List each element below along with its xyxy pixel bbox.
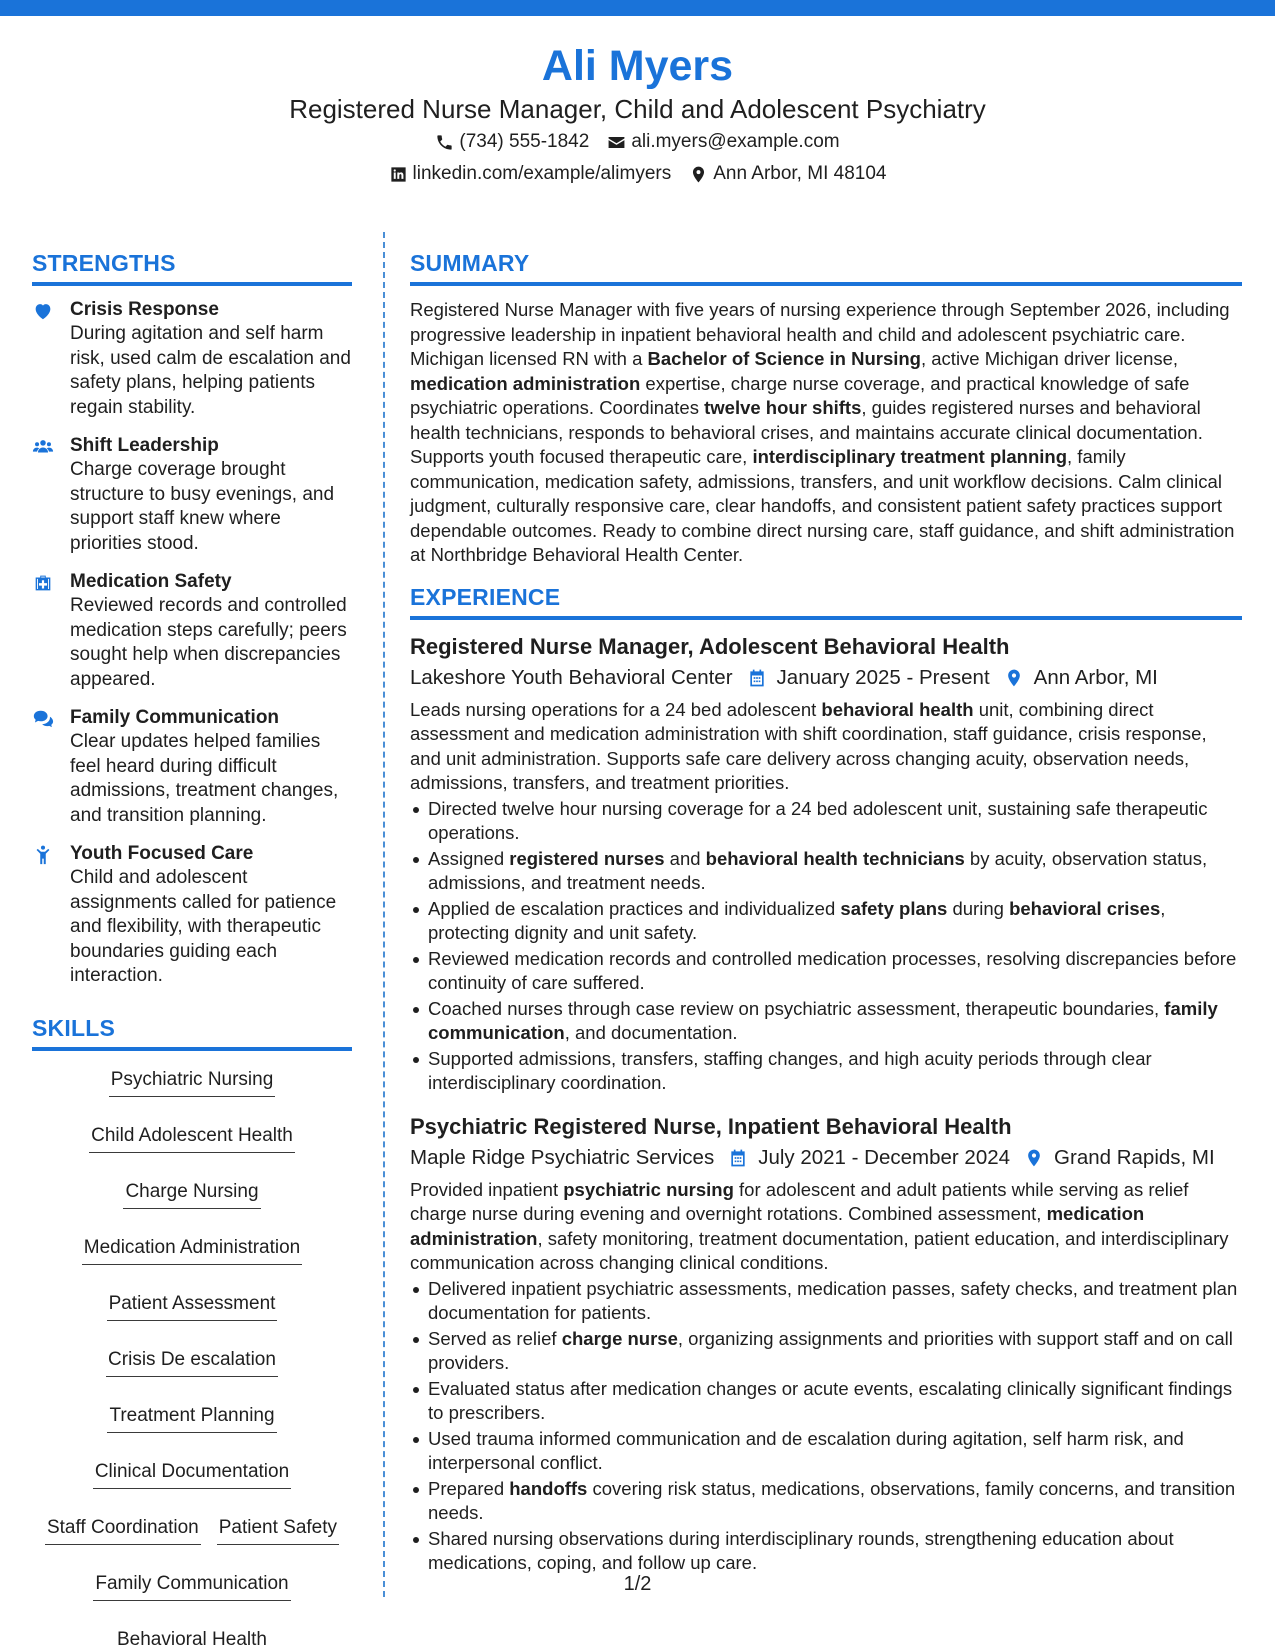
job-entry bbox=[410, 1112, 1242, 1576]
skills-list bbox=[32, 1063, 352, 1650]
job-title: Psychiatric Registered Nurse, Inpatient Behavioral Health bbox=[410, 1113, 1012, 1139]
strength-item bbox=[32, 570, 352, 692]
bullet-item: Evaluated status after medication changes or acute events, escalating clinically significant findings to prescribers. bbox=[410, 1377, 1242, 1426]
strength-desc: During agitation and self harm risk, used calm de escalation and safety plans, helping patients regain stability. bbox=[70, 323, 351, 418]
job-location: Ann Arbor, MI bbox=[1033, 665, 1158, 689]
email-text: ali.myers@example.com bbox=[631, 131, 840, 152]
resume-header bbox=[0, 40, 1275, 190]
job-dates: January 2025 - Present bbox=[776, 665, 990, 689]
bullet-item: Served as relief charge nurse, organizing assignments and priorities with support staff and on call providers. bbox=[410, 1327, 1242, 1376]
heart-icon bbox=[32, 300, 54, 322]
child-icon bbox=[32, 844, 54, 866]
strength-desc: Reviewed records and controlled medication steps carefully; peers sought help when discrepancies appeared. bbox=[70, 595, 347, 690]
candidate-name: Ali Myers bbox=[541, 42, 734, 90]
skill-tag: Charge Nursing bbox=[123, 1179, 260, 1209]
calendar-icon bbox=[728, 1148, 748, 1168]
summary-heading: SUMMARY bbox=[410, 248, 1242, 286]
linkedin-text: linkedin.com/example/alimyers bbox=[412, 163, 672, 184]
left-column bbox=[32, 248, 352, 1650]
linkedin-contact[interactable] bbox=[389, 158, 672, 190]
job-description: Provided inpatient psychiatric nursing for adolescent and adult patients while serving as relief charge nurse during evening and overnight rotations. Combined assessment, medication administration, safety monitoring, treatment documentation, patient education, and interdisciplinary communication across changing clinical conditions. bbox=[410, 1178, 1229, 1273]
strength-item bbox=[32, 706, 352, 828]
skill-tag: Patient Assessment bbox=[107, 1291, 278, 1321]
skill-tag: Family Communication bbox=[93, 1571, 290, 1601]
skill-tag: Clinical Documentation bbox=[93, 1459, 291, 1489]
users-icon bbox=[32, 436, 54, 458]
right-column bbox=[410, 248, 1242, 1592]
envelope-icon bbox=[607, 133, 626, 152]
job-bullets bbox=[410, 1277, 1242, 1576]
map-pin-icon bbox=[1024, 1148, 1044, 1168]
bullet-item: Prepared handoffs covering risk status, medications, observations, family concerns, and transition needs. bbox=[410, 1477, 1242, 1526]
strength-title: Youth Focused Care bbox=[70, 843, 254, 864]
contact-line-1 bbox=[0, 126, 1275, 158]
contact-line-2 bbox=[0, 158, 1275, 190]
linkedin-icon bbox=[389, 165, 408, 184]
bullet-item: Shared nursing observations during interdisciplinary rounds, strengthening education about medications, coping, and follow up care. bbox=[410, 1527, 1242, 1576]
skill-tag: Psychiatric Nursing bbox=[109, 1067, 276, 1097]
column-divider bbox=[383, 232, 385, 1597]
phone-contact[interactable] bbox=[435, 126, 589, 158]
job-company: Maple Ridge Psychiatric Services bbox=[410, 1145, 715, 1169]
calendar-icon bbox=[747, 668, 767, 688]
skill-tag: Medication Administration bbox=[82, 1235, 303, 1265]
bullet-item: Directed twelve hour nursing coverage for a 24 bed adolescent unit, sustaining safe therapeutic operations. bbox=[410, 797, 1242, 846]
bullet-item: Supported admissions, transfers, staffing changes, and high acuity periods through clear interdisciplinary coordination. bbox=[410, 1047, 1242, 1096]
map-pin-icon bbox=[1004, 668, 1024, 688]
candidate-headline: Registered Nurse Manager, Child and Adolescent Psychiatry bbox=[289, 94, 986, 124]
experience-heading: EXPERIENCE bbox=[410, 582, 1242, 620]
bullet-item: Reviewed medication records and controlled medication processes, resolving discrepancies before continuity of care suffered. bbox=[410, 947, 1242, 996]
skill-tag: Patient Safety bbox=[217, 1515, 339, 1545]
bullet-item: Used trauma informed communication and de escalation during agitation, self harm risk, and interpersonal conflict. bbox=[410, 1427, 1242, 1476]
job-location: Grand Rapids, MI bbox=[1054, 1145, 1215, 1169]
summary-text: Registered Nurse Manager with five years of nursing experience through September 2026, including progressive leadership in inpatient behavioral health and child and adolescent psychiatric care. Michigan licensed RN with a Bachelor of Science in Nursing, active Michigan driver license, medication administration expertise, charge nurse coverage, and practical knowledge of safe psychiatric operations. Coordinates twelve hour shifts, guides registered nurses and behavioral health technicians, responds to behavioral crises, and maintains accurate clinical documentation. Supports youth focused therapeutic care, interdisciplinary treatment planning, family communication, medication safety, admissions, transfers, and unit workflow decisions. Calm clinical judgment, culturally responsive care, clear handoffs, and consistent patient safety practices support dependable outcomes. Ready to combine direct nursing care, staff guidance, and shift administration at Northbridge Behavioral Health Center. bbox=[410, 299, 1235, 565]
skill-tag: Behavioral Health bbox=[115, 1627, 269, 1650]
map-pin-icon bbox=[689, 165, 708, 184]
bullet-item: Applied de escalation practices and individualized safety plans during behavioral crises, protecting dignity and unit safety. bbox=[410, 897, 1242, 946]
strength-desc: Clear updates helped families feel heard during difficult admissions, treatment changes, and transition planning. bbox=[70, 731, 339, 826]
location-text: Ann Arbor, MI 48104 bbox=[713, 163, 887, 184]
bullet-item: Delivered inpatient psychiatric assessments, medication passes, safety checks, and treatment plan documentation for patients. bbox=[410, 1277, 1242, 1326]
job-meta bbox=[410, 662, 1242, 694]
job-entry bbox=[410, 632, 1242, 1096]
strength-title: Family Communication bbox=[70, 707, 280, 728]
skill-tag: Treatment Planning bbox=[107, 1403, 276, 1433]
skill-tag: Crisis De escalation bbox=[106, 1347, 278, 1377]
skill-tag: Child Adolescent Health bbox=[89, 1123, 295, 1153]
email-contact[interactable] bbox=[607, 126, 839, 158]
top-accent-bar bbox=[0, 0, 1275, 16]
job-description: Leads nursing operations for a 24 bed adolescent behavioral health unit, combining direct assessment and medication administration with shift coordination, staff guidance, crisis response, and unit administration. Supports safe care delivery across changing acuity, observation needs, admissions, transfers, and treatment priorities. bbox=[410, 698, 1207, 793]
chat-icon bbox=[32, 708, 54, 730]
strength-item bbox=[32, 842, 352, 989]
strength-desc: Charge coverage brought structure to busy evenings, and support staff knew where priorities stood. bbox=[70, 459, 335, 554]
job-meta bbox=[410, 1142, 1242, 1174]
strength-item bbox=[32, 298, 352, 420]
page-number: 1/2 bbox=[623, 1573, 652, 1595]
job-title: Registered Nurse Manager, Adolescent Behavioral Health bbox=[410, 633, 1010, 659]
strength-title: Shift Leadership bbox=[70, 435, 219, 456]
bullet-item: Assigned registered nurses and behavioral health technicians by acuity, observation status, admissions, and treatment needs. bbox=[410, 847, 1242, 896]
skills-heading: SKILLS bbox=[32, 1013, 352, 1051]
strength-title: Medication Safety bbox=[70, 571, 232, 592]
job-company: Lakeshore Youth Behavioral Center bbox=[410, 665, 733, 689]
job-bullets bbox=[410, 797, 1242, 1096]
phone-icon bbox=[435, 133, 454, 152]
job-dates: July 2021 - December 2024 bbox=[758, 1145, 1011, 1169]
strength-title: Crisis Response bbox=[70, 299, 219, 320]
location-contact bbox=[689, 158, 886, 190]
strength-desc: Child and adolescent assignments called for patience and flexibility, with therapeutic boundaries guiding each interaction. bbox=[70, 867, 337, 986]
strengths-heading: STRENGTHS bbox=[32, 248, 352, 286]
strength-item bbox=[32, 434, 352, 556]
bullet-item: Coached nurses through case review on psychiatric assessment, therapeutic boundaries, family communication, and documentation. bbox=[410, 997, 1242, 1046]
phone-text: (734) 555-1842 bbox=[459, 131, 590, 152]
medical-kit-icon bbox=[32, 572, 54, 594]
skill-tag: Staff Coordination bbox=[45, 1515, 201, 1545]
